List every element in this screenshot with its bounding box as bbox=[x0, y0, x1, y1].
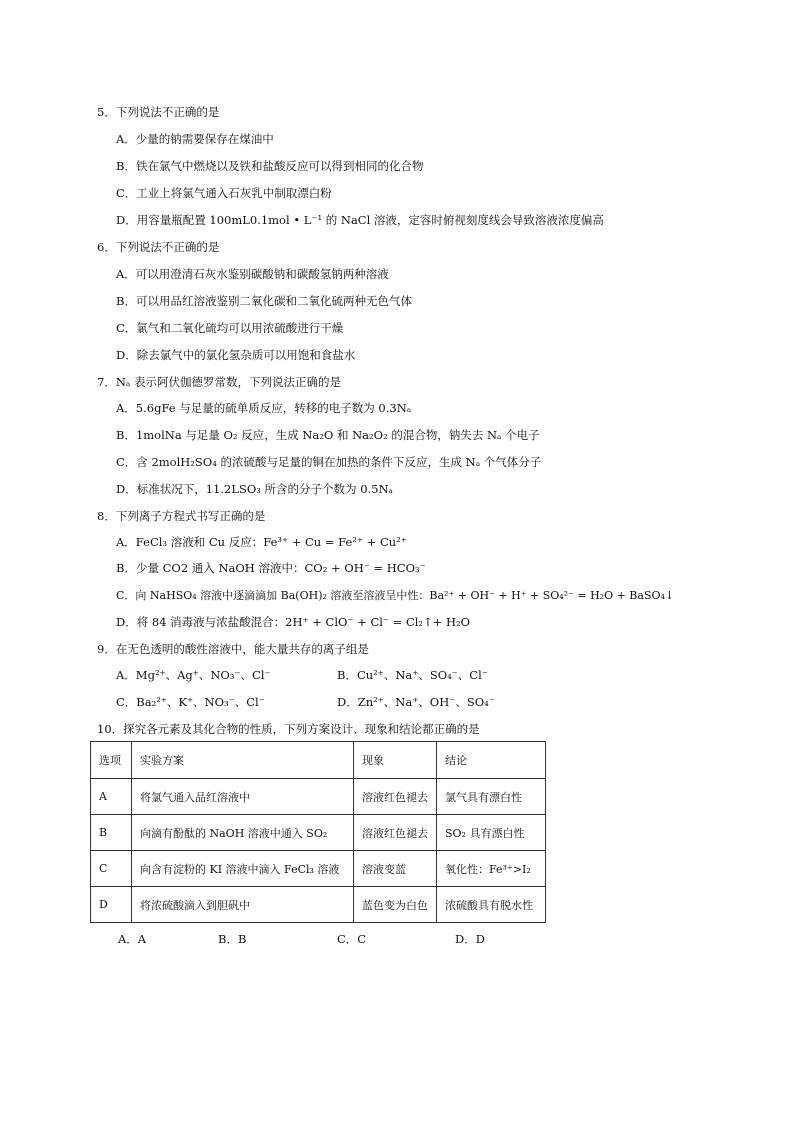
question-9-option-d: D．Zn²⁺、Na⁺、OH⁻、SO₄⁻ bbox=[337, 695, 495, 709]
question-7-stem: 7．Nₐ 表示阿伏伽德罗常数，下列说法正确的是 bbox=[97, 375, 341, 389]
question-6-option-a: A．可以用澄清石灰水鉴别碳酸钠和碳酸氢钠两种溶液 bbox=[116, 267, 389, 281]
table-cell: 将浓硫酸滴入到胆矾中 bbox=[132, 887, 354, 923]
table-cell: SO₂ 具有漂白性 bbox=[437, 815, 546, 851]
table-header-cell: 结论 bbox=[437, 742, 546, 779]
question-9-option-a: A．Mg²⁺、Ag⁺、NO₃⁻、Cl⁻ bbox=[116, 668, 271, 682]
table-header-row bbox=[91, 742, 546, 779]
question-6-stem: 6．下列说法不正确的是 bbox=[97, 240, 220, 254]
question-7-option-a: A．5.6gFe 与足量的硫单质反应，转移的电子数为 0.3Nₐ bbox=[116, 401, 412, 415]
table-row bbox=[91, 851, 546, 887]
table-cell: 向含有淀粉的 KI 溶液中滴入 FeCl₃ 溶液 bbox=[132, 851, 354, 887]
table-header-cell: 选项 bbox=[91, 742, 132, 779]
table-cell: 蓝色变为白色 bbox=[354, 887, 437, 923]
question-6-option-d: D．除去氯气中的氯化氢杂质可以用饱和食盐水 bbox=[116, 348, 356, 362]
table-cell: 溶液红色褪去 bbox=[354, 815, 437, 851]
table-row bbox=[91, 779, 546, 815]
table-header-cell: 实验方案 bbox=[132, 742, 354, 779]
table-cell: A bbox=[91, 779, 132, 815]
question-10-answer-d: D．D bbox=[455, 932, 485, 946]
question-8-option-c: C．向 NaHSO₄ 溶液中逐滴滴加 Ba(OH)₂ 溶液至溶液呈中性：Ba²⁺ + OH⁻ + H⁺ + SO₄²⁻ = H₂O + BaSO₄↓ bbox=[116, 589, 675, 602]
experiment-table bbox=[90, 741, 546, 923]
question-8-option-b: B．少量 CO2 通入 NaOH 溶液中：CO₂ + OH⁻ = HCO₃⁻ bbox=[116, 561, 426, 575]
question-6-option-c: C．氯气和二氧化硫均可以用浓硫酸进行干燥 bbox=[116, 321, 344, 335]
table-cell: C bbox=[91, 851, 132, 887]
question-9-option-b: B．Cu²⁺、Na⁺、SO₄⁻、Cl⁻ bbox=[337, 668, 488, 682]
question-7-option-d: D．标准状况下，11.2LSO₃ 所含的分子个数为 0.5Nₐ bbox=[116, 482, 393, 496]
question-8-option-d: D．将 84 消毒液与浓盐酸混合：2H⁺ + ClO⁻ + Cl⁻ = Cl₂↑+ H₂O bbox=[116, 615, 471, 629]
question-10-answer-b: B．B bbox=[218, 932, 247, 946]
table-cell: 氧化性：Fe³⁺>I₂ bbox=[437, 851, 546, 887]
table-cell: B bbox=[91, 815, 132, 851]
question-7-option-b: B．1molNa 与足量 O₂ 反应，生成 Na₂O 和 Na₂O₂ 的混合物，钠失去 Nₐ 个电子 bbox=[116, 428, 540, 442]
question-9-stem: 9．在无色透明的酸性溶液中，能大量共存的离子组是 bbox=[97, 642, 369, 656]
table-cell: 将氯气通入品红溶液中 bbox=[132, 779, 354, 815]
question-8-stem: 8．下列离子方程式书写正确的是 bbox=[97, 509, 266, 523]
question-10-answer-c: C．C bbox=[337, 932, 367, 946]
table-header-cell: 现象 bbox=[354, 742, 437, 779]
table-cell: 浓硫酸具有脱水性 bbox=[437, 887, 546, 923]
question-5-option-d: D．用容量瓶配置 100mL0.1mol • L⁻¹ 的 NaCl 溶液，定容时俯视刻度线会导致溶液浓度偏高 bbox=[116, 213, 604, 227]
question-5-stem: 5．下列说法不正确的是 bbox=[97, 105, 220, 119]
table-row bbox=[91, 815, 546, 851]
question-8-option-a: A．FeCl₃ 溶液和 Cu 反应：Fe³⁺ + Cu = Fe²⁺ + Cu²⁺ bbox=[116, 535, 407, 549]
table-cell: D bbox=[91, 887, 132, 923]
question-10-answer-a: A．A bbox=[118, 932, 147, 946]
table-cell: 溶液红色褪去 bbox=[354, 779, 437, 815]
table-cell: 氯气具有漂白性 bbox=[437, 779, 546, 815]
question-10-stem: 10．探究各元素及其化合物的性质，下列方案设计、现象和结论都正确的是 bbox=[97, 722, 480, 736]
question-6-option-b: B．可以用品红溶液鉴别二氧化碳和二氧化硫两种无色气体 bbox=[116, 294, 412, 308]
question-9-option-c: C．Ba₂²⁺、K⁺、NO₃⁻、Cl⁻ bbox=[116, 695, 265, 709]
question-5-option-a: A．少量的钠需要保存在煤油中 bbox=[116, 132, 274, 146]
question-5-option-c: C．工业上将氯气通入石灰乳中制取漂白粉 bbox=[116, 186, 332, 200]
table-cell: 向滴有酚酞的 NaOH 溶液中通入 SO₂ bbox=[132, 815, 354, 851]
question-5-option-b: B．铁在氯气中燃烧以及铁和盐酸反应可以得到相同的化合物 bbox=[116, 159, 424, 173]
table-cell: 溶液变蓝 bbox=[354, 851, 437, 887]
question-7-option-c: C．含 2molH₂SO₄ 的浓硫酸与足量的铜在加热的条件下反应，生成 Nₐ 个气体分子 bbox=[116, 455, 542, 469]
table-row bbox=[91, 887, 546, 923]
